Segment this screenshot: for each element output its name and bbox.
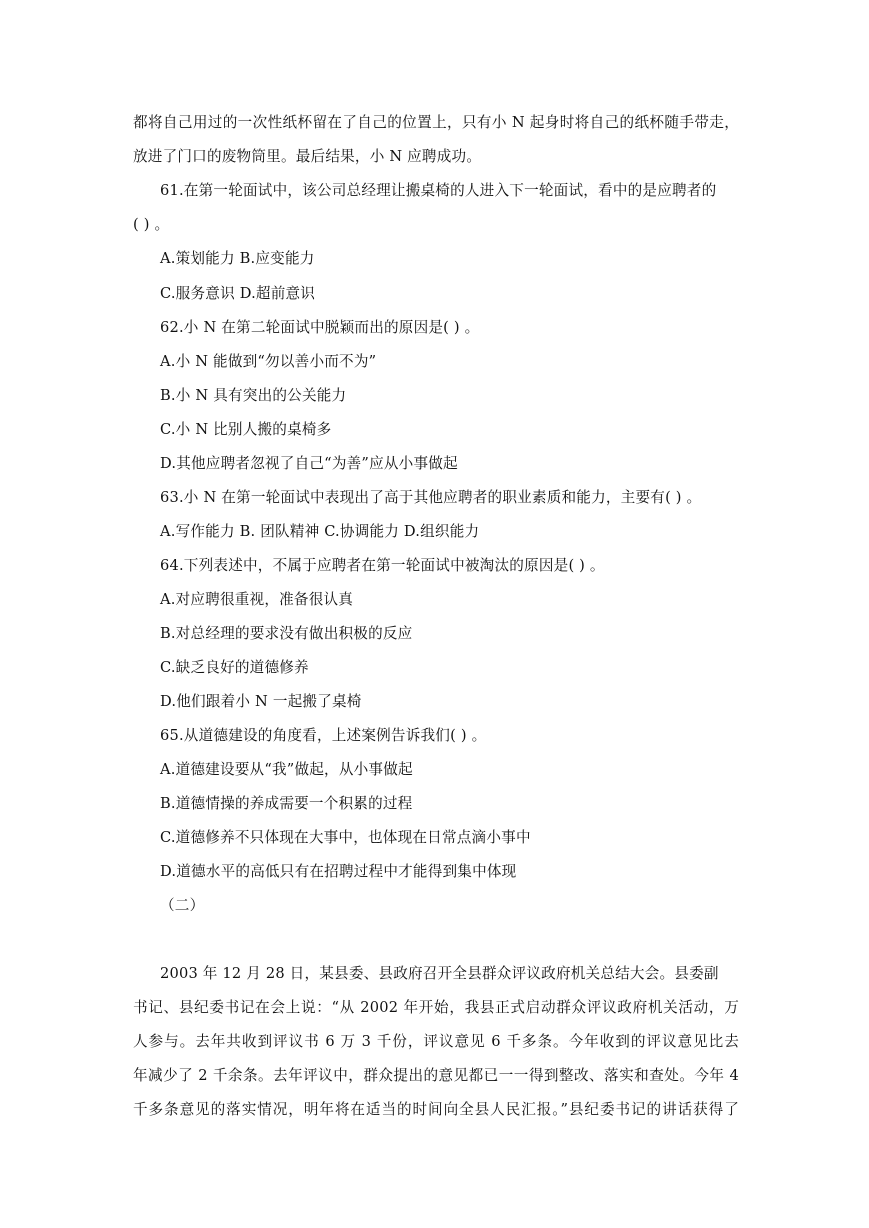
question-62-option-c: C.小 N 比别人搬的桌椅多 — [160, 421, 332, 438]
question-61-options-cd: C.服务意识 D.超前意识 — [160, 285, 316, 302]
paragraph-line: 年减少了 2 千余条。去年评议中，群众提出的意见都已一一得到整改、落实和查处。今年 4 — [133, 1067, 739, 1084]
paragraph-line: 放进了门口的废物筒里。最后结果，小 N 应聘成功。 — [133, 148, 482, 165]
question-64-option-a: A.对应聘很重视，准备很认真 — [160, 591, 354, 608]
question-65-option-b: B.道德情操的养成需要一个积累的过程 — [160, 795, 413, 812]
question-62-option-b: B.小 N 具有突出的公关能力 — [160, 387, 347, 404]
paragraph-line: 都将自己用过的一次性纸杯留在了自己的位置上，只有小 N 起身时将自己的纸杯随手带走， — [133, 114, 739, 131]
question-64-option-d: D.他们跟着小 N 一起搬了桌椅 — [160, 693, 362, 710]
paragraph-line: 人参与。去年共收到评议书 6 万 3 千份，评议意见 6 千多条。今年收到的评议意见比去 — [133, 1033, 739, 1050]
question-65-option-a: A.道德建设要从“我”做起，从小事做起 — [160, 761, 413, 778]
paragraph-line: 千多条意见的落实情况，明年将在适当的时间向全县人民汇报。”县纪委书记的讲话获得了 — [133, 1101, 739, 1118]
question-64: 64.下列表述中，不属于应聘者在第一轮面试中被淘汰的原因是( ) 。 — [160, 557, 605, 574]
question-64-option-b: B.对总经理的要求没有做出积极的反应 — [160, 625, 413, 642]
question-61-options-ab: A.策划能力 B.应变能力 — [160, 250, 315, 267]
question-64-option-c: C.缺乏良好的道德修养 — [160, 659, 309, 676]
question-62-option-a: A.小 N 能做到“勿以善小而不为” — [160, 353, 377, 370]
question-63-options: A.写作能力 B. 团队精神 C.协调能力 D.组织能力 — [160, 523, 480, 540]
question-62-option-d: D.其他应聘者忽视了自己“为善”应从小事做起 — [160, 455, 458, 472]
section-heading: （二） — [160, 897, 205, 914]
question-63: 63.小 N 在第一轮面试中表现出了高于其他应聘者的职业素质和能力，主要有( ) 。 — [160, 489, 702, 506]
question-61: 61.在第一轮面试中，该公司总经理让搬桌椅的人进入下一轮面试，看中的是应聘者的 — [160, 182, 717, 199]
question-61-continued: ( ) 。 — [133, 216, 170, 233]
question-62: 62.小 N 在第二轮面试中脱颖而出的原因是( ) 。 — [160, 319, 480, 336]
paragraph-line: 2003 年 12 月 28 日，某县委、县政府召开全县群众评议政府机关总结大会。县委副 — [160, 965, 719, 982]
question-65: 65.从道德建设的角度看，上述案例告诉我们( ) 。 — [160, 727, 487, 744]
question-65-option-c: C.道德修养不只体现在大事中，也体现在日常点滴小事中 — [160, 829, 531, 846]
question-65-option-d: D.道德水平的高低只有在招聘过程中才能得到集中体现 — [160, 863, 517, 880]
paragraph-line: 书记、县纪委书记在会上说：“从 2002 年开始，我县正式启动群众评议政府机关活动，万 — [133, 999, 739, 1016]
